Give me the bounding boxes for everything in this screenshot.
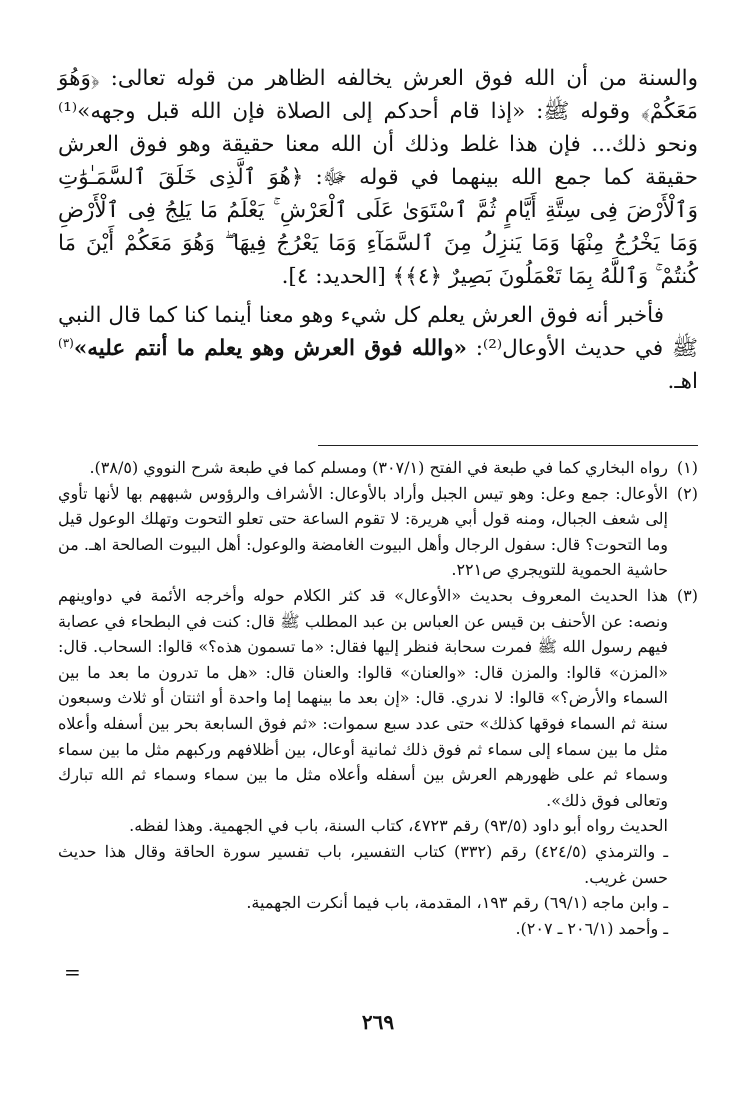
footnote-number: (٣) [676,585,698,605]
footnote-continuation-2: ـ والترمذي (٤٢٤/٥) رقم (٣٣٢) كتاب التفسير، باب تفسير سورة الحاقة وقال هذا حديث حسن غريب. [58,841,669,887]
footnote-continuation-4: ـ وأحمد (٢٠٦/١ ـ ٢٠٧). [515,918,668,938]
footnote-3 [58,583,698,813]
paragraph-1: والسنة من أن الله فوق العرش يخالفه الظاهر من قوله تعالى: ﴿وَهُوَ مَعَكُمْ﴾ وقوله ﷺ: «إذا قام أحدكم إلى الصلاة فإن الله قبل وجهه»⁽¹⁾ ونحو ذلك... فإن هذا غلط وذلك أن الله معنا حقيقة وهو فوق العرش حقيقة كما جمع الله بينهما في قوله ﷻ: ﴿هُوَ ٱلَّذِى خَلَقَ ٱلسَّمَـٰوَٰتِ وَٱلْأَرْضَ فِى سِتَّةِ أَيَّامٍ ثُمَّ ٱسْتَوَىٰ عَلَى ٱلْعَرْشِ ۚ يَعْلَمُ مَا يَلِجُ فِى ٱلْأَرْضِ وَمَا يَخْرُجُ مِنْهَا وَمَا يَنزِلُ مِنَ ٱلسَّمَآءِ وَمَا يَعْرُجُ فِيهَا ۖ وَهُوَ مَعَكُمْ أَيْنَ مَا كُنتُمْ ۚ وَٱللَّهُ بِمَا تَعْمَلُونَ بَصِيرٌ ﴿٤﴾﴾ [الحديد: ٤]. [58,66,698,289]
footnote-continuation-3: ـ وابن ماجه (٦٩/١) رقم ١٩٣، المقدمة، باب فيما أنكرت الجهمية. [246,893,668,913]
hadith-quote: «والله فوق العرش وهو يعلم ما أنتم عليه» [73,336,467,361]
footnotes [58,455,698,941]
footnote-number: (٢) [676,483,698,503]
paragraph-2 [58,299,698,398]
page-number: ٢٦٩ [361,1010,395,1034]
footnote-1 [58,455,698,481]
paragraph-2-end: اهـ. [667,369,698,394]
footnote-divider [318,445,698,446]
footnote-continuation-1: الحديث رواه أبو داود (٩٣/٥) رقم ٤٧٢٣، كتاب السنة، باب في الجهمية. وهذا لفظه. [129,816,668,836]
footnote-text: هذا الحديث المعروف بحديث «الأوعال» قد كثر الكلام حوله وأخرجه الأئمة في دواوينهم ونصه: عن الأحنف بن قيس عن العباس بن عبد المطلب ﷺ قال: كنت في البطحاء في عصابة فيهم رسول الله ﷺ فمرت سحابة فنظر إليها فقال: «ما تسمون هذه؟» قالوا: السحاب. قال: «المزن» قالوا: والمزن قال: «والعنان» قالوا: والعنان قال: «هل ما تدرون ما بعد ما بين السماء والأرض؟» قالوا: لا ندري. قال: «إن بعد ما بينهما إما واحدة أو اثنتان أو ثلاث وسبعون سنة ثم السماء فوقها كذلك» حتى عدد سبع سموات: «ثم فوق السابعة بحر بين أسفله وأعلاه مثل ما بين سماء إلى سماء ثم فوق ذلك ثمانية أوعال، بين أظلافهم وركبهم مثل ما بين سماء وسماء ثم على ظهورهم العرش بين أسفله وأعلاه مثل ما بين سماء وسماء ثم الله تبارك وتعالى فوق ذلك». [58,585,669,810]
footnote-text: رواه البخاري كما في طبعة في الفتح (٣٠٧/١) ومسلم كما في طبعة شرح النووي (٣٨/٥). [89,458,668,477]
footnote-2 [58,481,698,583]
footnote-ref-3: (٣) [58,335,74,350]
footnote-number: (١) [676,458,698,477]
footnote-text: الأوعال: جمع وعل: وهو تيس الجبل وأراد بالأوعال: الأشراف والرؤوس شبههم بها لأنها تأوي إلى شعف الجبال، ومنه قول أبي هريرة: لا تقوم الساعة حتى تعلو التحوت وتهلك الوعول قيل وما التحوت؟ قال: سفول الرجال وأهل البيوت الغامضة والوعول: أهل البيوت الصالحة اهـ. من حاشية الحموية للتويجري ص٢٢١. [58,483,668,580]
continuation-mark: = [64,960,81,984]
paragraph-2-text: فأخبر أنه فوق العرش يعلم كل شيء وهو معنا أينما كنا كما قال النبي ﷺ في حديث الأوعال⁽²⁾: [58,303,698,361]
main-text [58,62,698,398]
